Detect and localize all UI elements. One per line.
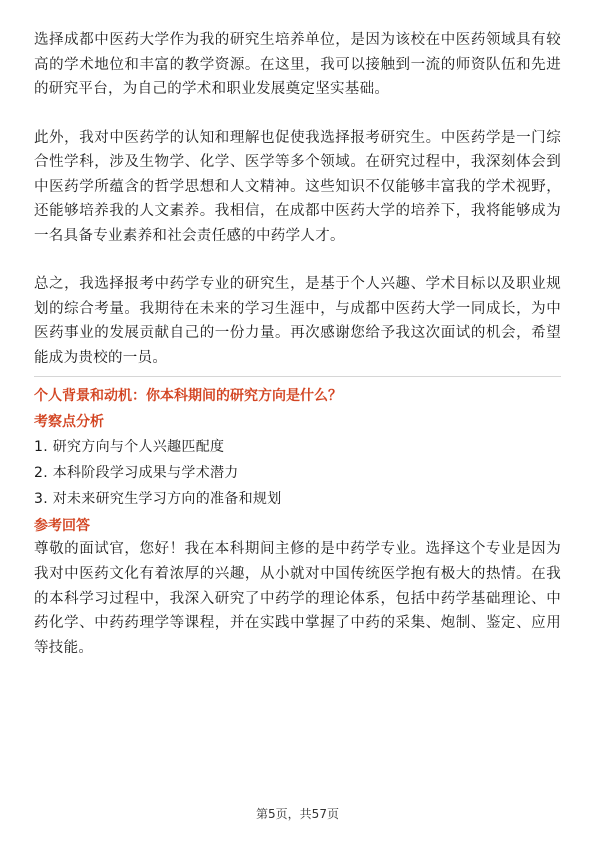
analysis-point-1: 1. 研究方向与个人兴趣匹配度 [34,439,225,455]
analysis-title: 考察点分析 [34,414,104,430]
page-number-footer: 第5页，共57页 [256,807,339,821]
analysis-point-3: 3. 对未来研究生学习方向的准备和规划 [34,491,282,507]
question-heading: 个人背景和动机：你本科期间的研究方向是什么？ [34,388,342,404]
reference-title: 参考回答 [34,518,90,534]
reference-answer: 尊敬的面试官，您好！我在本科期间主修的是中药学专业。选择这个专业是因为我对中医药文化有着浓厚的兴趣，从小就对中国传统医学抱有极大的热情。在我的本科学习过程中，我深入研究了中药学的理论体系，包括中药学基础理论、中药化学、中药药理学等课程，并在实践中掌握了中药的采集、炮制、鉴定、应用等技能。 [34,541,561,657]
document-page [34,28,561,661]
section-divider [34,376,561,377]
body-paragraph-3: 总之，我选择报考中药学专业的研究生，是基于个人兴趣、学术目标以及职业规划的综合考量。我期待在未来的学习生涯中，与成都中医药大学一同成长，为中医药事业的发展贡献自己的一份力量。再次感谢您给予我这次面试的机会，希望能成为贵校的一员。 [34,276,561,366]
body-paragraph-2: 此外，我对中医药学的认知和理解也促使我选择报考研究生。中医药学是一门综合性学科，涉及生物学、化学、医学等多个领域。在研究过程中，我深刻体会到中医药学所蕴含的哲学思想和人文精神。这些知识不仅能够丰富我的学术视野，还能够培养我的人文素养。我相信，在成都中医药大学的培养下，我将能够成为一名具备专业素养和社会责任感的中药学人才。 [34,129,561,244]
body-paragraph-1: 选择成都中医药大学作为我的研究生培养单位，是因为该校在中医药领域具有较高的学术地位和丰富的教学资源。在这里，我可以接触到一流的师资队伍和先进的研究平台，为自己的学术和职业发展奠定坚实基础。 [34,32,561,97]
analysis-point-2: 2. 本科阶段学习成果与学术潜力 [34,465,239,481]
